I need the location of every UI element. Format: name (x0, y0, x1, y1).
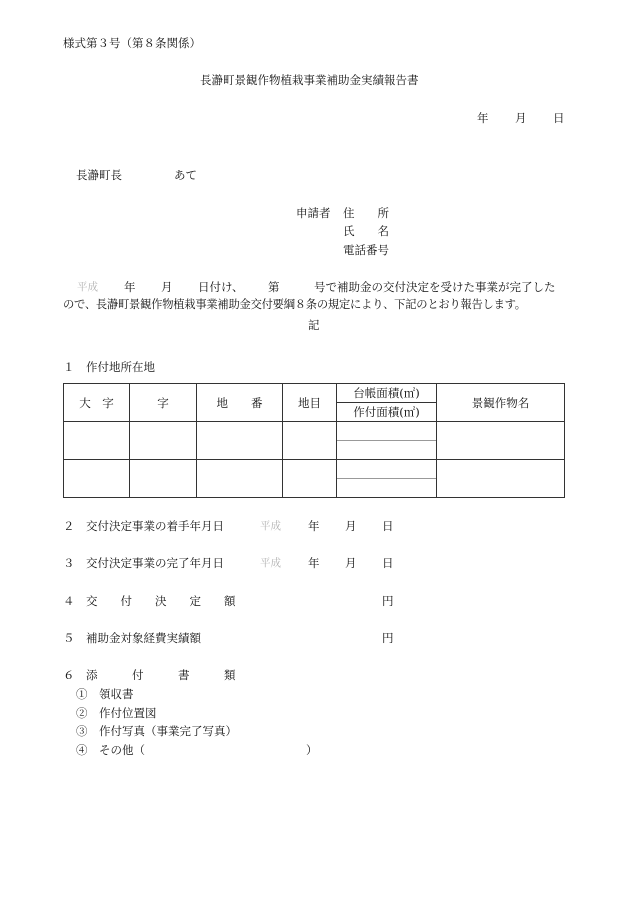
applicant-address-label: 住 所 (343, 206, 389, 220)
cell-aza[interactable] (130, 422, 197, 460)
cell-chiban[interactable] (197, 422, 283, 460)
cell-chiban[interactable] (197, 460, 283, 498)
section3-year: 年 (308, 556, 320, 570)
section3-month: 月 (345, 556, 357, 570)
header-chiban: 地 番 (197, 384, 283, 422)
attachment-item: ① 領収書 (76, 687, 134, 701)
header-aza: 字 (130, 384, 197, 422)
body-era: 平成 (77, 281, 98, 293)
header-chimoku: 地目 (283, 384, 337, 422)
cell-area-ledger[interactable] (337, 460, 436, 479)
cell-area-planted[interactable] (337, 441, 436, 459)
cell-oaza[interactable] (64, 422, 130, 460)
section3-label: ３ 交付決定事業の完了年月日 (63, 556, 224, 570)
date-year: 年 (477, 111, 489, 125)
body-line2: ので、長瀞町景観作物植栽事業補助金交付要綱８条の規定により、下記のとおり報告します。 (63, 298, 526, 311)
header-crop: 景観作物名 (437, 384, 565, 422)
section3-day: 日 (382, 556, 394, 570)
section2-month: 月 (345, 519, 357, 533)
addressee-name: 長瀞町長 (76, 168, 122, 182)
header-area-ledger: 台帳面積(㎡) (337, 384, 436, 403)
addressee-suffix: あて (174, 168, 197, 182)
cell-area-planted[interactable] (337, 479, 436, 497)
section6-label: ６ 添 付 書 類 (63, 668, 236, 682)
section2-day: 日 (382, 519, 394, 533)
header-area (337, 384, 437, 422)
cell-area[interactable] (337, 460, 437, 498)
ki-heading: 記 (308, 318, 320, 332)
section2-year: 年 (308, 519, 320, 533)
body-day: 日付け、 (198, 280, 244, 294)
cell-chimoku[interactable] (283, 422, 337, 460)
section3-era: 平成 (260, 557, 281, 569)
document-title: 長瀞町景観作物植栽事業補助金実績報告書 (200, 73, 419, 87)
applicant-phone-label: 電話番号 (343, 243, 389, 257)
body-no-prefix: 第 (268, 280, 280, 294)
applicant-name-label: 氏 名 (343, 224, 389, 238)
table-row (64, 460, 565, 498)
date-day: 日 (553, 111, 565, 125)
attachment-item: ② 作付位置図 (76, 706, 157, 720)
section2-era: 平成 (260, 520, 281, 532)
cell-chimoku[interactable] (283, 460, 337, 498)
cell-area-ledger[interactable] (337, 422, 436, 441)
header-oaza: 大 字 (64, 384, 130, 422)
body-year: 年 (124, 280, 136, 294)
applicant-label: 申請者 (296, 206, 331, 220)
table-header-row (64, 384, 565, 422)
table-row (64, 422, 565, 460)
section5-label: ５ 補助金対象経費実績額 (63, 631, 201, 645)
attachment-item: ③ 作付写真（事業完了写真） (76, 724, 237, 738)
form-number: 様式第３号（第８条関係） (63, 36, 201, 50)
cell-area[interactable] (337, 422, 437, 460)
cell-oaza[interactable] (64, 460, 130, 498)
cell-crop[interactable] (437, 460, 565, 498)
location-table (63, 383, 565, 498)
body-line1-rest: 号で補助金の交付決定を受けた事業が完了した (314, 280, 556, 294)
section4-unit: 円 (382, 594, 394, 608)
section5-unit: 円 (382, 631, 394, 645)
section2-label: ２ 交付決定事業の着手年月日 (63, 519, 224, 533)
section1-label: １ 作付地所在地 (63, 360, 155, 374)
header-area-planted: 作付面積(㎡) (353, 405, 420, 419)
section4-label: ４ 交 付 決 定 額 (63, 594, 236, 608)
cell-aza[interactable] (130, 460, 197, 498)
cell-crop[interactable] (437, 422, 565, 460)
date-month: 月 (515, 111, 527, 125)
body-month: 月 (161, 280, 173, 294)
attachment-item: ④ その他（ ） (76, 743, 318, 757)
